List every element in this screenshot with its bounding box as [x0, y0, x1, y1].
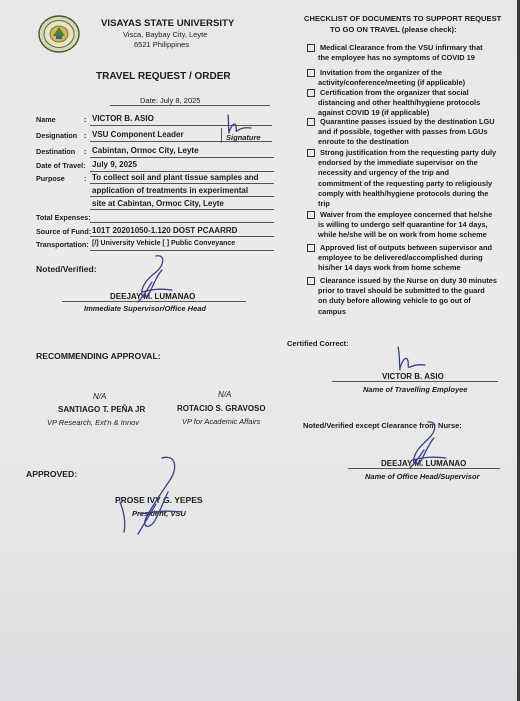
- checklist-item-text: and if possible, together with passes from LGUs: [318, 127, 488, 137]
- recommending-name-2: ROTACIO S. GRAVOSO: [177, 404, 266, 413]
- handwritten-signature-office-head: [394, 418, 450, 470]
- field-underline: [90, 222, 274, 223]
- certified-name: VICTOR B. ASIO: [382, 372, 444, 381]
- checklist-title-line-1: CHECKLIST OF DOCUMENTS TO SUPPORT REQUEST: [304, 14, 502, 23]
- field-underline: [90, 250, 274, 251]
- checklist-item-text: enroute to the destination: [318, 137, 409, 147]
- field-value-source-of-fund: 101T 20201050-1.120 DOST PCAARRD: [92, 226, 238, 235]
- field-label-name: Name: [36, 115, 56, 124]
- field-underline: [90, 157, 274, 158]
- approved-heading: APPROVED:: [26, 469, 78, 479]
- field-value-destination: Cabintan, Ormoc City, Leyte: [92, 146, 199, 155]
- checklist-checkbox[interactable]: [307, 149, 315, 157]
- noted-nurse-heading: Noted/Verified except Clearance from Nurse:: [303, 421, 462, 430]
- approved-name: PROSE IVY G. YEPES: [115, 495, 203, 505]
- checklist-item-text: Invitation from the organizer of the: [320, 68, 442, 77]
- certified-signature-line: [332, 381, 498, 382]
- checklist-item-text: employee to be delivered/accomplished during: [318, 253, 483, 263]
- field-colon-designation: :: [84, 131, 87, 140]
- certified-heading: Certified Correct:: [287, 339, 349, 348]
- checklist-item-text: comply with health/hygiene protocols during the: [318, 188, 489, 198]
- field-underline: [90, 209, 274, 210]
- field-value-purpose-line-2: application of treatments in experimental: [92, 186, 249, 195]
- checklist-item-text: his/her 14 days work from home scheme: [318, 263, 461, 273]
- field-value-transportation: [/] University Vehicle [ ] Public Conveyance: [92, 240, 236, 247]
- university-address-line-1: Visca, Baybay City, Leyte: [123, 30, 208, 39]
- university-name: VISAYAS STATE UNIVERSITY: [101, 18, 235, 29]
- approved-title: President, VSU: [132, 509, 186, 518]
- field-value-date-of-travel: July 9, 2025: [92, 160, 137, 169]
- recommending-title-1: VP Research, Ext'n & Innov: [47, 418, 140, 427]
- form-title: TRAVEL REQUEST / ORDER: [96, 71, 231, 82]
- field-underline: [90, 196, 274, 197]
- field-underline: [90, 183, 274, 184]
- field-colon-purpose: :: [84, 174, 87, 183]
- field-value-purpose-line-1: To collect soil and plant tissue samples and: [92, 173, 259, 182]
- noted-nurse-title: Name of Office Head/Supervisor: [365, 472, 480, 481]
- checklist-item-text: commitment of the requesting party to religiously: [318, 178, 493, 188]
- handwritten-signature-president: [110, 452, 190, 538]
- checklist-item-text: activity/conference/meeting (if applicable): [318, 78, 466, 88]
- field-label-purpose: Purpose: [36, 174, 65, 183]
- field-value-purpose-line-3: site at Cabintan, Ormoc City, Leyte: [92, 199, 224, 208]
- checklist-item-text: campus: [318, 306, 346, 316]
- checklist-item-text: prior to travel should be submitted to the guard: [318, 286, 485, 296]
- date-underline: [110, 105, 270, 106]
- university-seal-icon: [37, 14, 81, 54]
- checklist-item-text: necessity and urgency of the trip and: [318, 168, 450, 178]
- checklist-checkbox[interactable]: [307, 277, 315, 285]
- checklist-item-text: Quarantine passes issued by the destination LGU: [320, 117, 495, 126]
- signature-label: Signature: [226, 133, 261, 142]
- handwritten-signature-employee-top: [224, 112, 254, 136]
- noted-nurse-name: DEEJAY M. LUMANAO: [381, 459, 467, 468]
- checklist-title-line-2: TO GO ON TRAVEL (please check):: [330, 25, 457, 34]
- checklist-item-text: Medical Clearance from the VSU infirmary that: [320, 43, 483, 52]
- field-label-source-of-fund: Source of Fund:: [36, 227, 92, 236]
- field-label-date-of-travel: Date of Travel:: [36, 161, 86, 170]
- form-date: Date: July 8, 2025: [140, 96, 201, 105]
- recommending-na-2: N/A: [218, 390, 232, 399]
- checklist-checkbox[interactable]: [307, 118, 315, 126]
- checklist-item-text: Certification from the organizer that social: [320, 88, 469, 97]
- checklist-item-text: trip: [318, 199, 330, 208]
- checklist-item-text: Strong justification from the requesting party duly: [320, 148, 497, 157]
- checklist-item-text: Approved list of outputs between supervisor and: [320, 243, 493, 252]
- handwritten-signature-employee-certified: [392, 344, 428, 374]
- field-label-transportation: Transportation:: [36, 240, 89, 249]
- checklist-checkbox[interactable]: [307, 69, 315, 77]
- field-label-destination: Destination: [36, 147, 76, 156]
- checklist-item-text: endorsed by the immediate supervisor on the: [318, 158, 478, 168]
- checklist-checkbox[interactable]: [307, 44, 315, 52]
- noted-title: Immediate Supervisor/Office Head: [84, 304, 206, 313]
- certified-title: Name of Travelling Employee: [363, 385, 468, 394]
- noted-name: DEEJAY M. LUMANAO: [110, 292, 196, 301]
- checklist-item-text: while he/she will be on work from home scheme: [318, 230, 487, 240]
- checklist-checkbox[interactable]: [307, 89, 315, 97]
- checklist-checkbox[interactable]: [307, 244, 315, 252]
- noted-heading: Noted/Verified:: [36, 264, 97, 274]
- field-label-total-expenses: Total Expenses:: [36, 213, 91, 222]
- checklist-item-text: Clearance issued by the Nurse on duty 30 minutes: [320, 276, 498, 285]
- checklist-checkbox[interactable]: [307, 211, 315, 219]
- field-value-designation: VSU Component Leader: [92, 130, 184, 139]
- field-colon-name: :: [84, 115, 87, 124]
- recommending-name-1: SANTIAGO T. PEÑA JR: [58, 405, 146, 414]
- field-value-name: VICTOR B. ASIO: [92, 114, 154, 123]
- checklist-item-text: Waiver from the employee concerned that he/she: [320, 210, 493, 219]
- university-address-line-2: 6521 Philippines: [134, 40, 190, 49]
- field-underline: [90, 236, 274, 237]
- signature-box-left-line: [221, 128, 222, 143]
- field-underline: [90, 171, 274, 172]
- recommending-na-1: N/A: [93, 392, 107, 401]
- checklist-item-text: the employee has no symptoms of COVID 19: [318, 53, 475, 63]
- checklist-item-text: is willing to undergo self quarantine for 14 days,: [318, 220, 488, 230]
- checklist-item-text: distancing and other health/hygiene protocols: [318, 98, 481, 108]
- checklist-item-text: on duty before allowing vehicle to go out of: [318, 296, 471, 306]
- field-label-designation: Designation: [36, 131, 78, 140]
- recommending-heading: RECOMMENDING APPROVAL:: [36, 351, 161, 361]
- recommending-title-2: VP for Academic Affairs: [182, 417, 261, 426]
- handwritten-signature-supervisor: [128, 252, 178, 304]
- field-colon-destination: :: [84, 147, 87, 156]
- checklist-item-text: against COVID 19 (if applicable): [318, 108, 430, 118]
